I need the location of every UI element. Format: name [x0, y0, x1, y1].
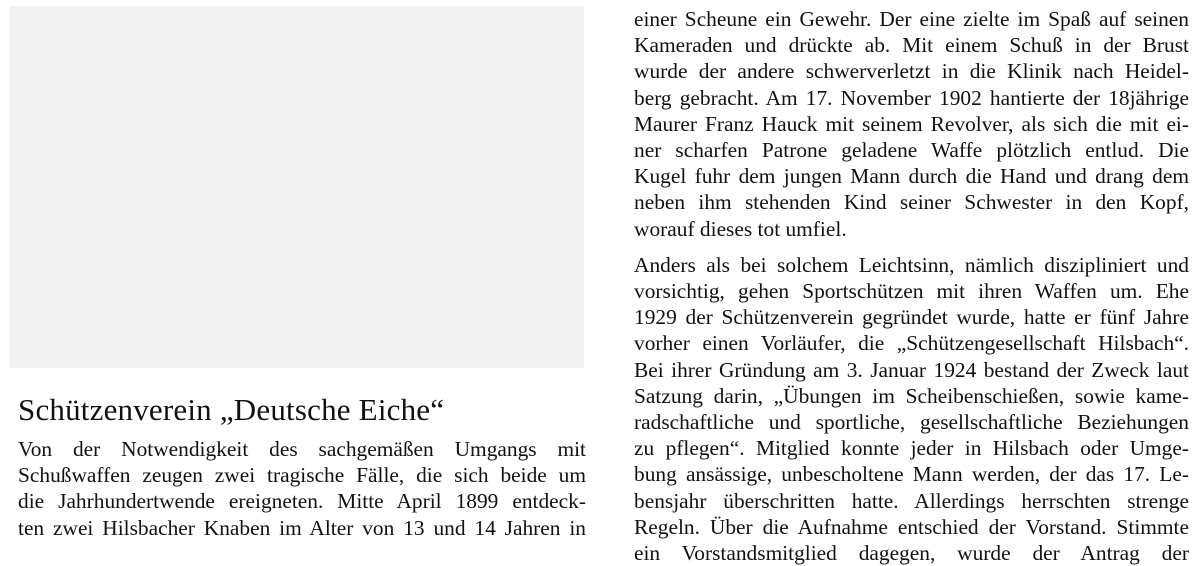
text-line: ein Vorstandsmitglied dagegen, wurde der Antrag der: [634, 541, 1189, 566]
text-line: bensjahr überschritten hatte. Allerdings herrschten strenge: [634, 488, 1189, 513]
text-line: 1929 der Schützenverein gegründet wurde, hatte er fünf Jahre: [634, 305, 1189, 330]
text-line: vorsichtig, gehen Sportschützen mit ihren Waffen um. Ehe: [634, 279, 1189, 304]
text-line: ten zwei Hilsbacher Knaben im Alter von 13 und 14 Jahren in: [18, 515, 586, 540]
text-line: berg gebracht. Am 17. November 1902 hantierte der 18jährige: [634, 85, 1189, 110]
right-column: [634, 6, 1189, 566]
text-line: wurde der andere schwerverletzt in die Klinik nach Heidel-: [634, 59, 1189, 84]
text-line: Satzung darin, „Übungen im Scheibenschießen, sowie kame-: [634, 383, 1189, 408]
text-line: Schußwaffen zeugen zwei tragische Fälle, die sich beide um: [18, 463, 586, 488]
text-line: Anders als bei solchem Leichtsinn, nämlich diszipliniert und: [634, 252, 1189, 277]
text-line: bung ansässige, unbescholtene Mann werden, der das 17. Le-: [634, 462, 1189, 487]
text-line: Kugel fuhr dem jungen Mann durch die Hand und drang dem: [634, 164, 1189, 189]
left-column: [18, 436, 586, 541]
photo-placeholder: [10, 6, 584, 368]
text-line: Bei ihrer Gründung am 3. Januar 1924 bestand der Zweck laut: [634, 357, 1189, 382]
text-line: Kameraden und drückte ab. Mit einem Schuß in der Brust: [634, 33, 1189, 58]
text-line: Von der Notwendigkeit des sachgemäßen Umgangs mit: [18, 437, 586, 461]
text-line: zu pflegen“. Mitglied konnte jeder in Hilsbach oder Umge-: [634, 436, 1189, 461]
paragraph-1: [634, 6, 1189, 242]
text-line: radschaftliche und sportliche, gesellschaftliche Beziehungen: [634, 410, 1189, 435]
text-line: vorher einen Vorläufer, die „Schützengesellschaft Hilsbach“.: [634, 331, 1189, 356]
text-line: Maurer Franz Hauck mit seinem Revolver, als sich die mit ei-: [634, 111, 1189, 136]
text-line: ner scharfen Patrone geladene Waffe plötzlich entlud. Die: [634, 138, 1189, 163]
text-line: Regeln. Über die Aufnahme entschied der Vorstand. Stimmte: [634, 514, 1189, 539]
paragraph-2: [634, 252, 1189, 566]
paragraph-gap: [634, 242, 1189, 252]
text-line: einer Scheune ein Gewehr. Der eine zielte im Spaß auf seinen: [634, 7, 1189, 31]
text-line: die Jahrhundertwende ereigneten. Mitte April 1899 entdeck-: [18, 489, 586, 514]
article-heading: Schützenverein „Deutsche Eiche“: [18, 392, 445, 427]
text-line: neben ihm stehenden Kind seiner Schwester in den Kopf,: [634, 190, 1189, 215]
text-line: worauf dieses tot umfiel.: [634, 216, 847, 241]
